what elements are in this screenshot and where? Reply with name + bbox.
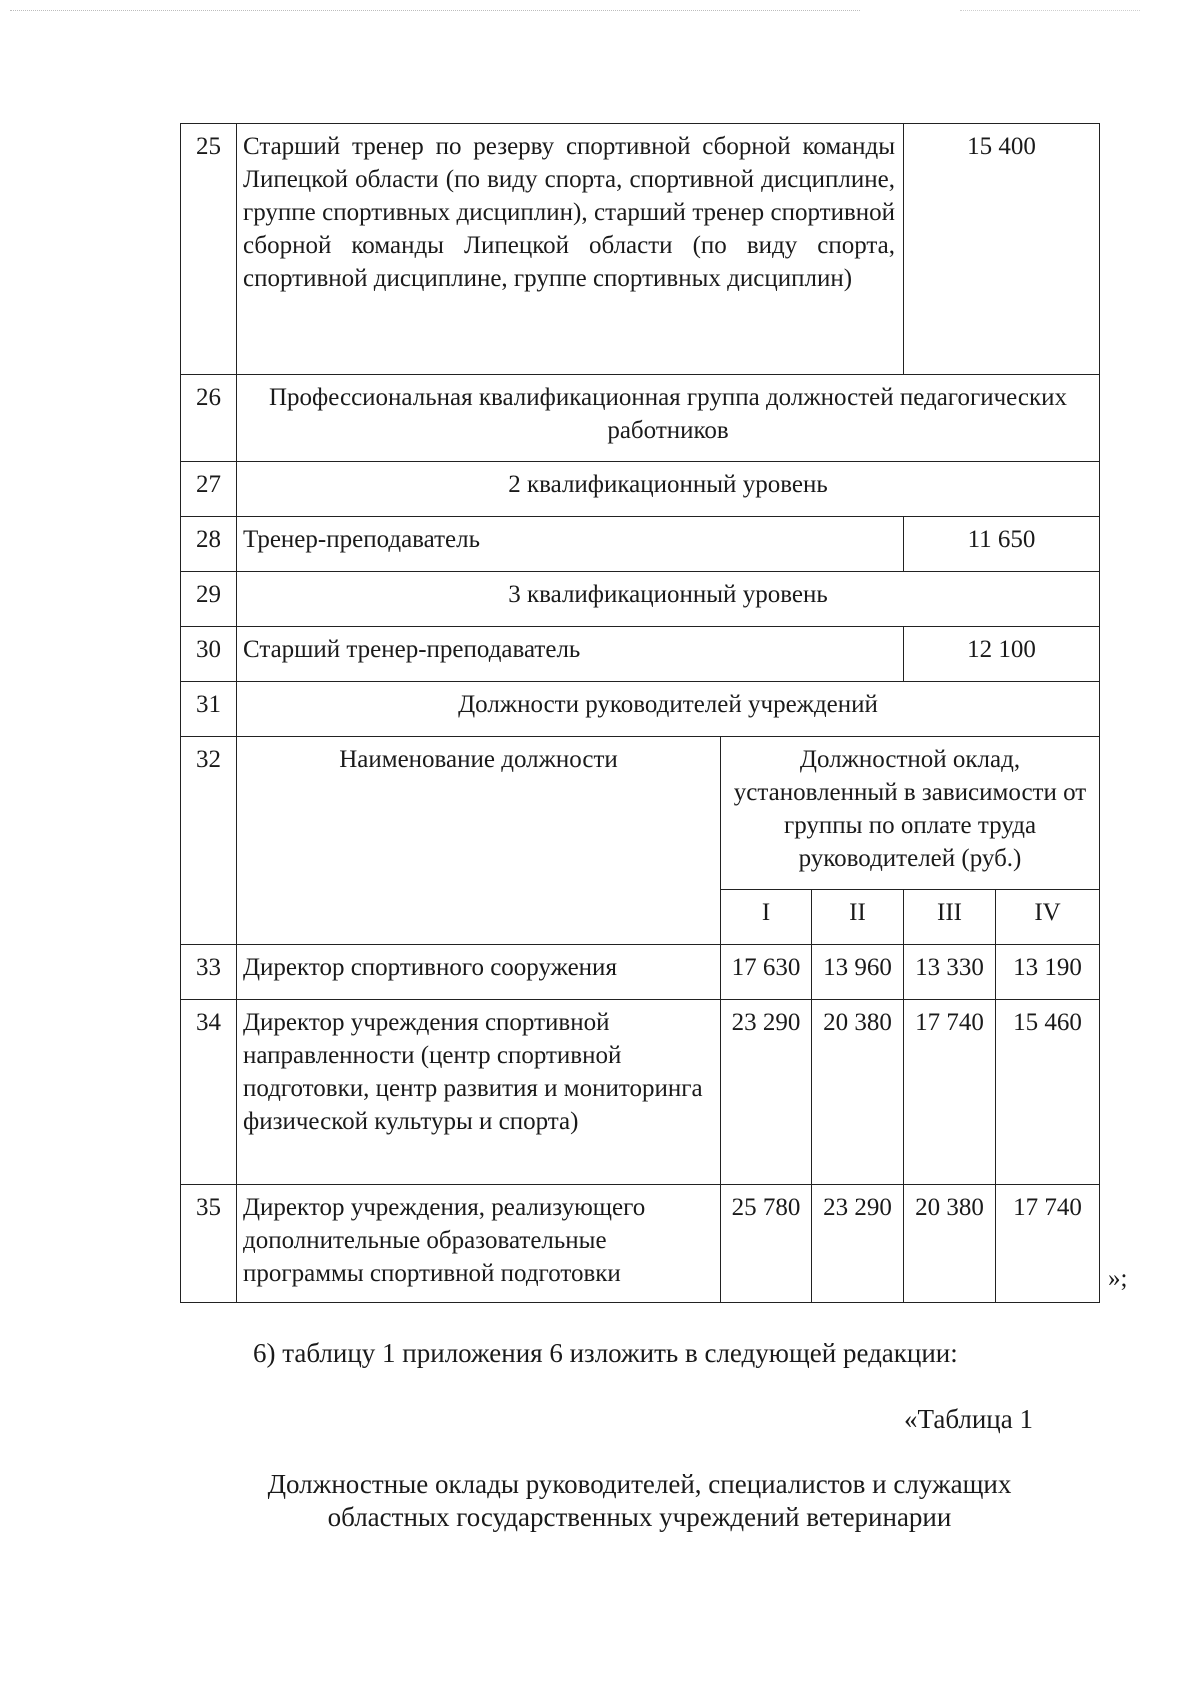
- position-title: Старший тренер-преподаватель: [237, 627, 904, 682]
- salary-group-2: 13 960: [812, 945, 904, 1000]
- row-number: 30: [181, 627, 237, 682]
- table-row: [181, 124, 1100, 375]
- position-title: Директор учреждения спортивной направленности (центр спортивной подготовки, центр развития и мониторинга физической культуры и спорта): [237, 1000, 721, 1185]
- salary-group-4: 15 460: [996, 1000, 1100, 1185]
- group-header: III: [904, 890, 996, 945]
- row-number: 27: [181, 462, 237, 517]
- salary-value: 11 650: [904, 517, 1100, 572]
- row-number: 31: [181, 682, 237, 737]
- salary-group-4: 17 740: [996, 1185, 1100, 1303]
- position-title: Директор спортивного сооружения: [237, 945, 721, 1000]
- table-row: [181, 945, 1100, 1000]
- table-row: [181, 1000, 1100, 1185]
- row-number: 28: [181, 517, 237, 572]
- closing-quote: »;: [1108, 1265, 1128, 1292]
- scan-edge-line: [10, 10, 860, 11]
- salary-group-3: 13 330: [904, 945, 996, 1000]
- caption-line: Должностные оклады руководителей, специалистов и служащих: [267, 1469, 1012, 1499]
- group-header: II: [812, 890, 904, 945]
- salary-group-2: 20 380: [812, 1000, 904, 1185]
- table-row: [181, 1185, 1100, 1303]
- salary-value: 12 100: [904, 627, 1100, 682]
- salary-table: [180, 123, 1100, 1303]
- caption-line: областных государственных учреждений ветеринарии: [327, 1502, 952, 1532]
- salary-group-1: 25 780: [721, 1185, 812, 1303]
- table-caption: [180, 1468, 1099, 1534]
- position-title: Старший тренер по резерву спортивной сборной команды Липецкой области (по виду спорта, спортивной дисциплине, группе спортивных дисциплин), старший тренер спортивной сборной команды Липецкой области (по виду спорта, спортивной дисциплине, группе спортивных дисциплин): [237, 124, 904, 375]
- table-row: [181, 682, 1100, 737]
- section-heading: Должности руководителей учреждений: [237, 682, 1100, 737]
- column-header-position: Наименование должности: [237, 737, 721, 945]
- row-number: 32: [181, 737, 237, 945]
- row-number: 26: [181, 375, 237, 462]
- amendment-paragraph: 6) таблицу 1 приложения 6 изложить в следующей редакции:: [253, 1338, 958, 1368]
- group-header: IV: [996, 890, 1100, 945]
- row-number: 29: [181, 572, 237, 627]
- position-title: Тренер-преподаватель: [237, 517, 904, 572]
- salary-group-3: 20 380: [904, 1185, 996, 1303]
- table-row: [181, 517, 1100, 572]
- table-row: [181, 462, 1100, 517]
- salary-group-4: 13 190: [996, 945, 1100, 1000]
- row-number: 33: [181, 945, 237, 1000]
- section-heading: 3 квалификационный уровень: [237, 572, 1100, 627]
- scan-edge-line: [960, 10, 1140, 11]
- position-title: Директор учреждения, реализующего дополнительные образовательные программы спортивной подготовки: [237, 1185, 721, 1303]
- group-header: I: [721, 890, 812, 945]
- salary-group-1: 23 290: [721, 1000, 812, 1185]
- section-heading: 2 квалификационный уровень: [237, 462, 1100, 517]
- row-number: 25: [181, 124, 237, 375]
- table-row: [181, 572, 1100, 627]
- table-row: [181, 627, 1100, 682]
- table-label: «Таблица 1: [904, 1404, 1033, 1434]
- section-heading: Профессиональная квалификационная группа должностей педагогических работников: [237, 375, 1100, 462]
- salary-value: 15 400: [904, 124, 1100, 375]
- row-number: 34: [181, 1000, 237, 1185]
- table-row: [181, 375, 1100, 462]
- salary-group-1: 17 630: [721, 945, 812, 1000]
- table-header-row: [181, 737, 1100, 890]
- salary-group-3: 17 740: [904, 1000, 996, 1185]
- row-number: 35: [181, 1185, 237, 1303]
- column-header-salary: Должностной оклад, установленный в зависимости от группы по оплате труда руководителей (руб.): [721, 737, 1100, 890]
- salary-group-2: 23 290: [812, 1185, 904, 1303]
